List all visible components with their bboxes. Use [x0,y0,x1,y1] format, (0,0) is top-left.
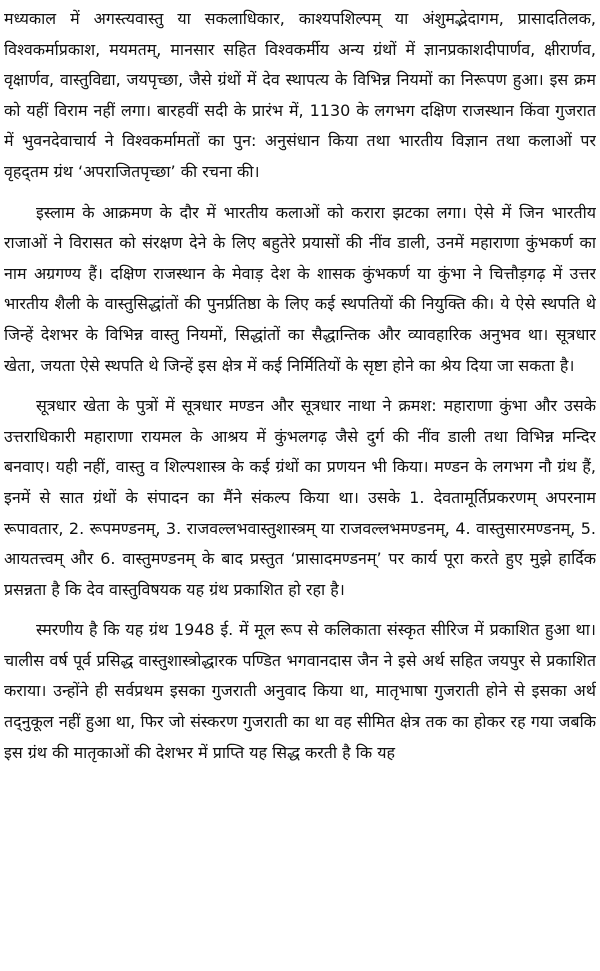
paragraph-4: स्मरणीय है कि यह ग्रंथ 1948 ई. में मूल रूप से कलिकाता संस्कृत सीरिज में प्रकाशित हुआ था। चालीस वर्ष पूर्व प्रसिद्ध वास्तुशास्त्रोद्धारक पण्डित भगवानदास जैन ने इसे अर्थ सहित जयपुर से प्रकाशित कराया। उन्होंने ही सर्वप्रथम इसका गुजराती अनुवाद किया था, मातृभाषा गुजराती होने से इसका अर्थ तद्नुकूल नहीं हुआ था, फिर जो संस्करण गुजराती का था वह सीमित क्षेत्र तक का होकर रह गया जबकि इस ग्रंथ की मातृकाओं की देशभर में प्राप्ति यह सिद्ध करती है कि यह [4,620,596,762]
paragraph-1: मध्यकाल में अगस्त्यवास्तु या सकलाधिकार, काश्यपशिल्पम् या अंशुमद्भेदागम, प्रासादतिलक, विश्वकर्माप्रकाश, मयमतम्, मानसार सहित विश्वकर्मीय अन्य ग्रंथों में ज्ञानप्रकाशदीपार्णव, क्षीरार्णव, वृक्षार्णव, वास्तुविद्या, जयपृच्छा, जैसे ग्रंथों में देव स्थापत्य के विभिन्न नियमों का निरूपण हुआ। इस क्रम को यहीं विराम नहीं लगा। बारहवीं सदी के प्रारंभ में, 1130 के लगभग दक्षिण राजस्थान किंवा गुजरात में भुवनदेवाचार्य ने विश्वकर्मामतों का पुन: अनुसंधान किया तथा भारतीय विज्ञान तथा कलाओं पर वृहद्तम ग्रंथ ‘अपराजितपृच्छा’ की रचना की। [4,9,596,181]
document-page [4,4,596,967]
paragraph-3: सूत्रधार खेता के पुत्रों में सूत्रधार मण्डन और सूत्रधार नाथा ने क्रमश: महाराणा कुंभा और उसके उत्तराधिकारी महाराणा रायमल के आश्रय में कुंभलगढ़ जैसे दुर्ग की नींव डाली तथा विभिन्न मन्दिर बनवाए। यही नहीं, वास्तु व शिल्पशास्त्र के कई ग्रंथों का प्रणयन भी किया। मण्डन के लगभग नौ ग्रंथ हैं, इनमें से सात ग्रंथों के संपादन का मैंने संकल्प किया था। उसके 1. देवतामूर्तिप्रकरणम् अपरनाम रूपावतार, 2. रूपमण्डनम्, 3. राजवल्लभवास्तुशास्त्रम् या राजवल्लभमण्डनम्, 4. वास्तुसारमण्डनम्, 5. आयतत्त्वम् और 6. वास्तुमण्डनम् के बाद प्रस्तुत ‘प्रासादमण्डनम्’ पर कार्य पूरा करते हुए मुझे हार्दिक प्रसन्नता है कि देव वास्तुविषयक यह ग्रंथ प्रकाशित हो रहा है। [4,396,596,599]
paragraph-2: इस्लाम के आक्रमण के दौर में भारतीय कलाओं को करारा झटका लगा। ऐसे में जिन भारतीय राजाओं ने विरासत को संरक्षण देने के लिए बहुतेरे प्रयासों की नींव डाली, उनमें महाराणा कुंभकर्ण का नाम अग्रगण्य हैं। दक्षिण राजस्थान के मेवाड़ देश के शासक कुंभकर्ण या कुंभा ने चित्तौड़गढ़ में उत्तर भारतीय शैली के वास्तुसिद्धांतों की पुनर्प्रतिष्ठा के लिए कई स्थपतियों की नियुक्ति की। ये ऐसे स्थपति थे जिन्हें देशभर के विभिन्न वास्तु नियमों, सिद्धांतों का सैद्धान्तिक और व्यावहारिक अनुभव था। सूत्रधार खेता, जयता ऐसे स्थपति थे जिन्हें इस क्षेत्र में कई निर्मितियों के सृष्टा होने का श्रेय दिया जा सकता है। [4,202,596,375]
